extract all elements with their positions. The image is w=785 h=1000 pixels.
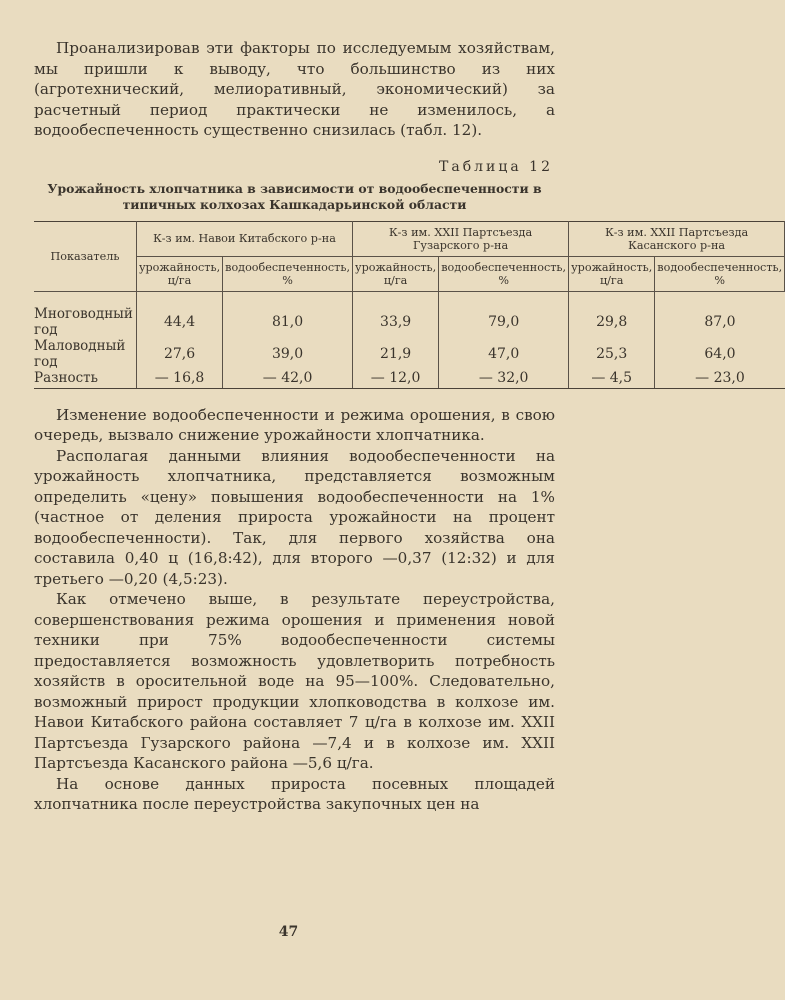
- subcol-yield-2: урожайность, ц/га: [353, 256, 439, 291]
- table-cell: — 12,0: [353, 370, 439, 389]
- table-cell: — 32,0: [439, 370, 569, 389]
- table-cell: 29,8: [569, 291, 655, 338]
- row-label: Многоводный год: [34, 305, 133, 338]
- page-number: 47: [278, 924, 299, 940]
- table-cell: — 42,0: [223, 370, 353, 389]
- table-cell: 47,0: [439, 338, 569, 370]
- group-header-3: К-з им. XXII Партсъезда Касанского р-на: [569, 221, 785, 256]
- paragraph: Как отмечено выше, в результате переустройства, совершенствования режима орошения и применения новой техники при 75% водообеспеченности системы предоставляется возможность удовлетворить потребность хозяйств в оросительной воде на 95—100%. Следовательно, возможный прирост продукции хлопководства в колхозе им. Навои Китабского района составляет 7 ц/га в колхозе им. XXII Партсъезда Гузарского района —7,4 и в колхозе им. XXII Партсъезда Касанского района —5,6 ц/га.: [34, 590, 555, 772]
- paragraph-intro: Проанализировав эти факторы по исследуемым хозяйствам, мы пришли к выводу, что большинство из них (агротехнический, мелиоративный, экономический) за расчетный период практически не изменилось, а водообеспеченность существенно снизилась (табл. 12).: [34, 39, 555, 139]
- subcol-water-1: водообеспеченность, %: [223, 256, 353, 291]
- table-row: [34, 291, 785, 338]
- table-row: [34, 338, 785, 370]
- table-cell: 27,6: [136, 338, 222, 370]
- table-cell: 79,0: [439, 291, 569, 338]
- row-label: Маловодный год: [34, 337, 126, 370]
- table-cell: — 23,0: [655, 370, 785, 389]
- yield-table: [34, 221, 785, 389]
- subcol-water-3: водообеспеченность, %: [655, 256, 785, 291]
- group-header-1: К-з им. Навои Китабского р-на: [136, 221, 352, 256]
- table-cell: 44,4: [136, 291, 222, 338]
- row-label: Разность: [34, 370, 136, 389]
- table-cell: 21,9: [353, 338, 439, 370]
- table-cell: 25,3: [569, 338, 655, 370]
- table-cell: — 16,8: [136, 370, 222, 389]
- table-cell: 87,0: [655, 291, 785, 338]
- table-cell: 64,0: [655, 338, 785, 370]
- table-label: Таблица 12: [439, 158, 553, 175]
- subcol-water-2: водообеспеченность, %: [439, 256, 569, 291]
- row-header: Показатель: [34, 221, 136, 291]
- table-cell: 33,9: [353, 291, 439, 338]
- table-cell: 81,0: [223, 291, 353, 338]
- table-cell: — 4,5: [569, 370, 655, 389]
- paragraph: Изменение водообеспеченности и режима орошения, в свою очередь, вызвало снижение урожайности хлопчатника.: [34, 405, 555, 444]
- table-title: Урожайность хлопчатника в зависимости от водообеспеченности в типичных колхозах Кашкадарьинской области: [47, 180, 542, 212]
- paragraph: На основе данных прироста посевных площадей хлопчатника после переустройства закупочных цен на: [34, 774, 555, 813]
- paragraph: Располагая данными влияния водообеспеченности на урожайность хлопчатника, представляется возможным определить «цену» повышения водообеспеченности на 1% (частное от деления прироста урожайности на процент водообеспеченности). Так, для первого хозяйства она составила 0,40 ц (16,8:42), для второго —0,37 (12:32) и для третьего —0,20 (4,5:23).: [34, 446, 555, 588]
- table-row: [34, 370, 785, 389]
- subcol-yield-1: урожайность, ц/га: [136, 256, 222, 291]
- subcol-yield-3: урожайность, ц/га: [569, 256, 655, 291]
- group-header-2: К-з им. XXII Партсъезда Гузарского р-на: [353, 221, 569, 256]
- body-text: [34, 405, 555, 815]
- table-cell: 39,0: [223, 338, 353, 370]
